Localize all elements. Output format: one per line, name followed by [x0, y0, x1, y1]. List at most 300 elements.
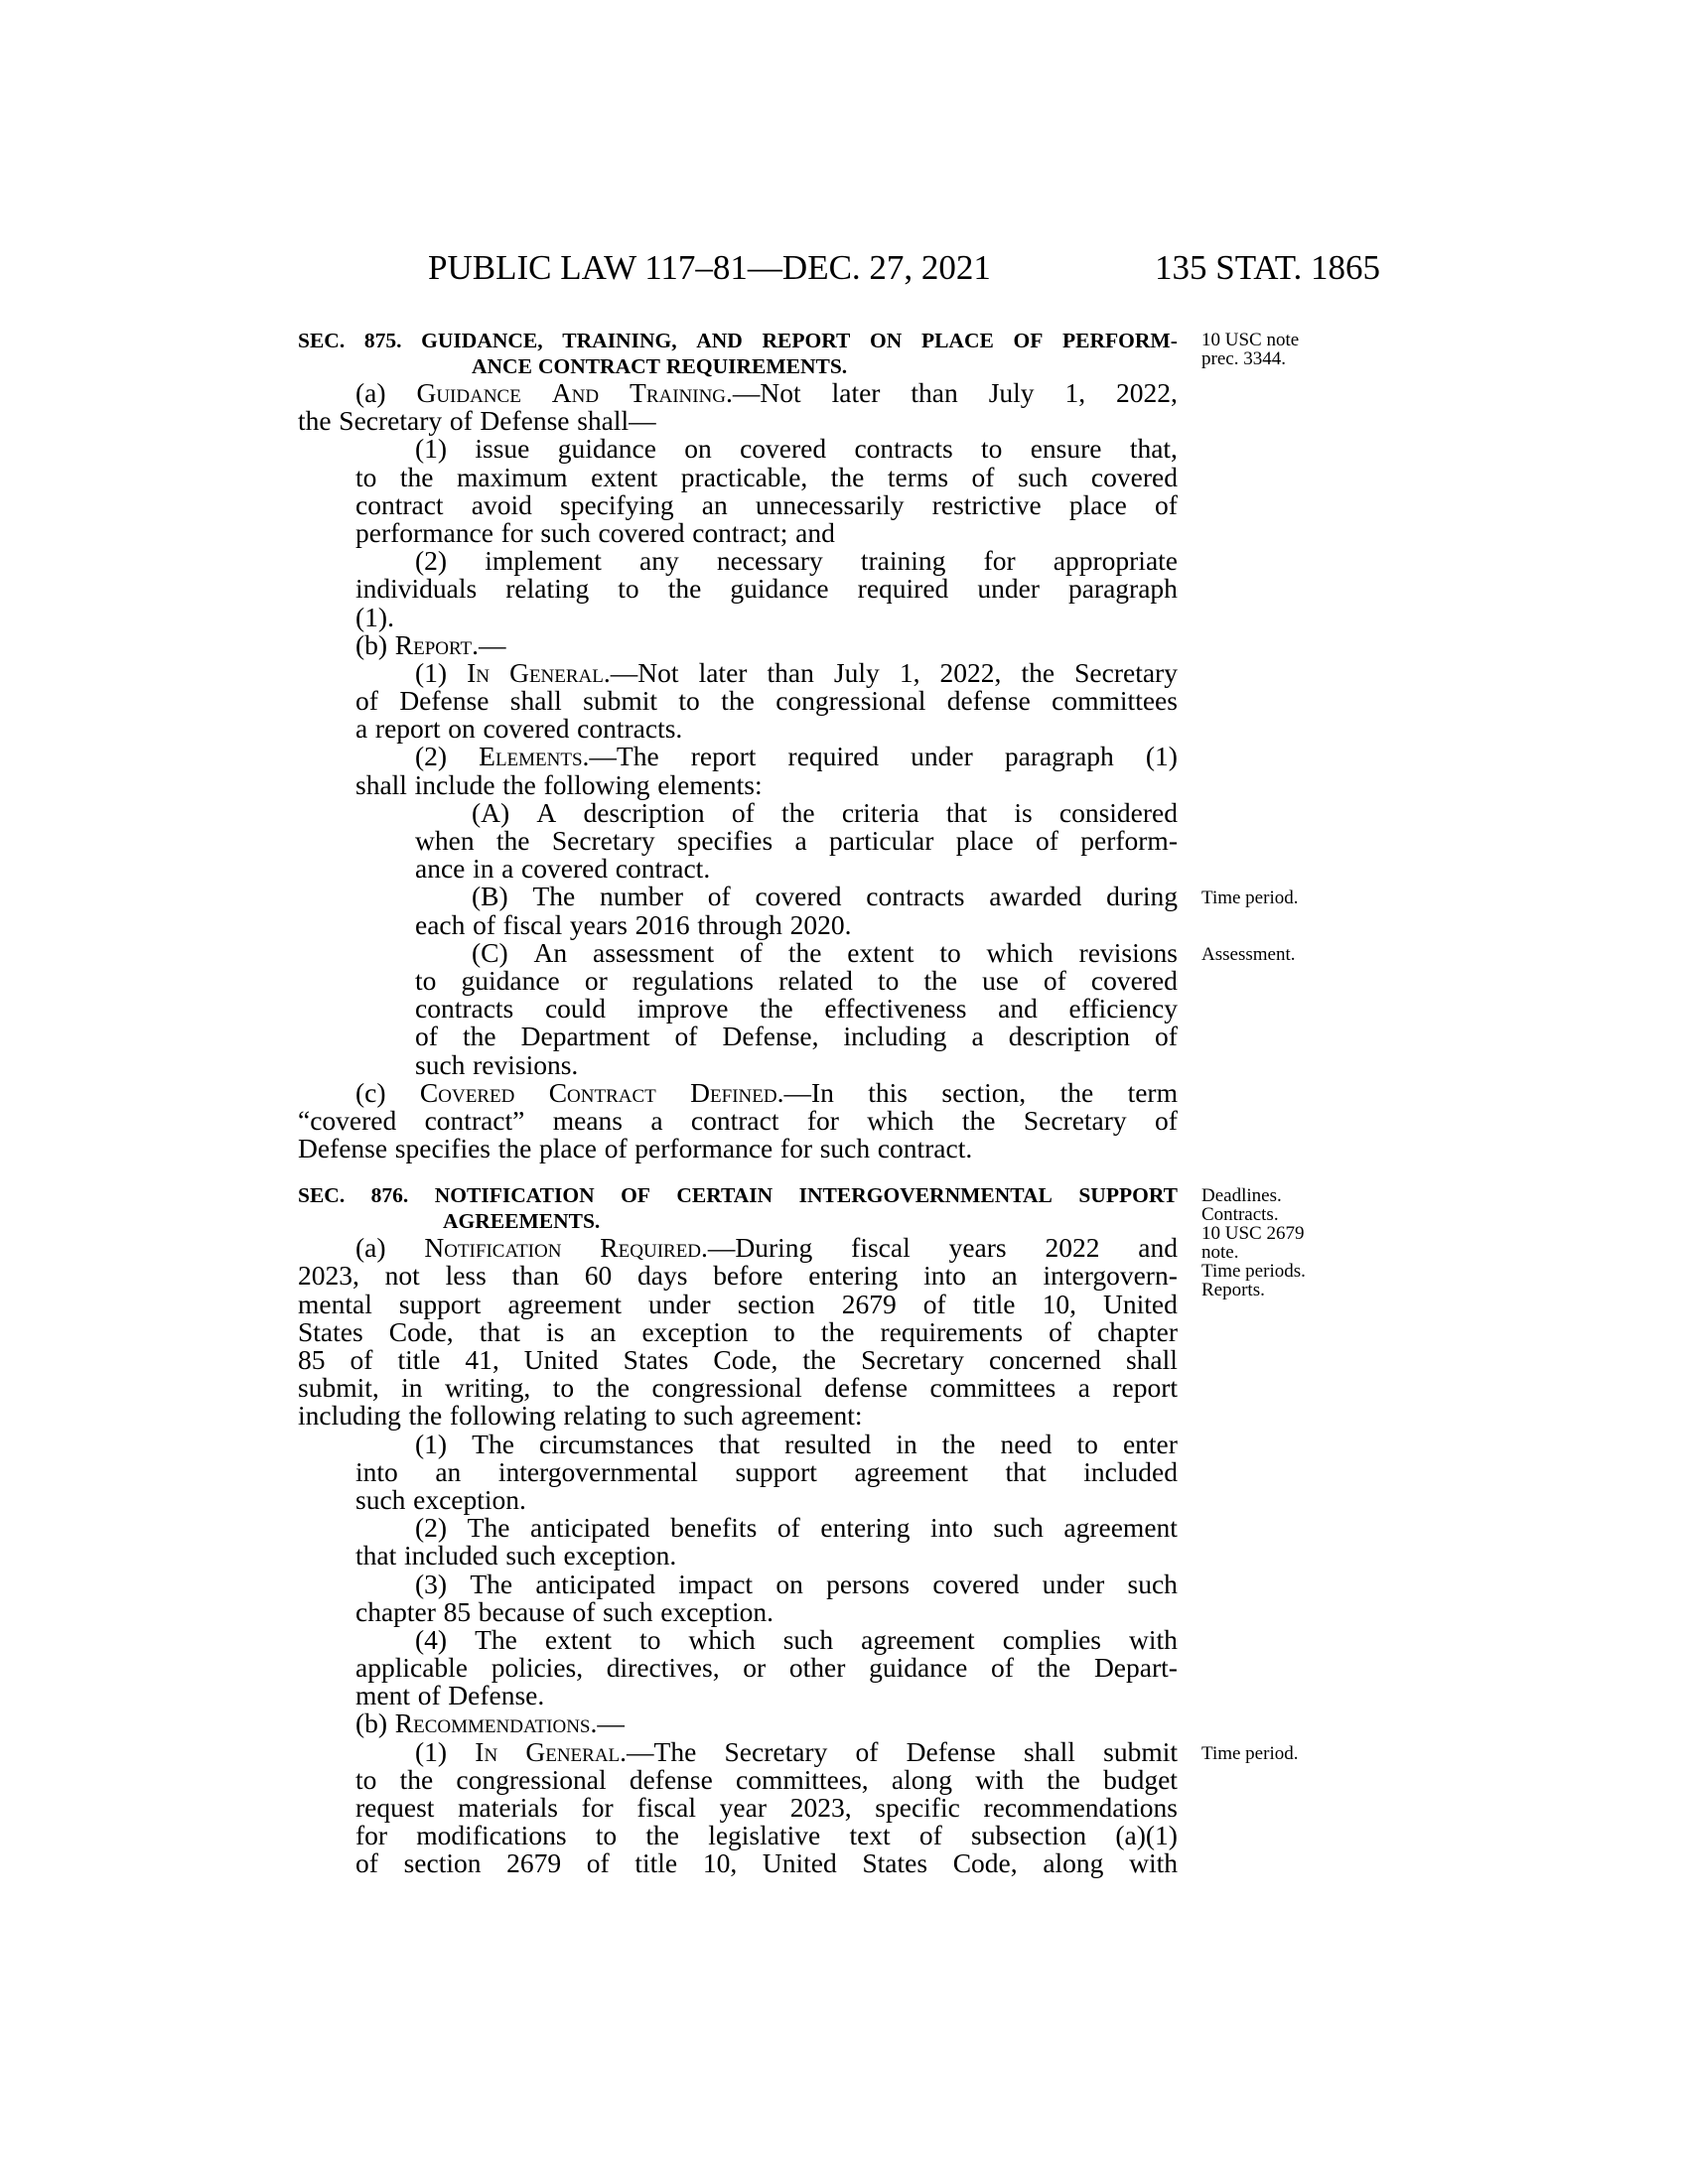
text-line	[298, 715, 1178, 743]
word: 60	[584, 1260, 613, 1292]
word: on	[775, 1568, 803, 1599]
word: REPORT	[762, 329, 851, 352]
word: such	[603, 1595, 653, 1627]
word: contracts	[866, 881, 965, 912]
word: July	[988, 377, 1035, 408]
word: a	[501, 853, 514, 885]
word: include	[414, 768, 495, 800]
word: guidance	[461, 964, 560, 996]
word: place	[1068, 488, 1127, 520]
word: could	[544, 993, 607, 1024]
word: an	[435, 1455, 462, 1487]
word: of	[355, 685, 378, 717]
word: with	[975, 1763, 1025, 1795]
word: the	[1037, 1652, 1071, 1684]
word: congressional	[651, 1372, 802, 1404]
text-line	[298, 1570, 1178, 1598]
word: (1)	[1145, 741, 1178, 772]
word: of	[971, 461, 995, 492]
word: shall	[355, 768, 407, 800]
word: in	[473, 853, 494, 885]
word: of	[1036, 825, 1058, 856]
word: a	[355, 713, 368, 745]
word: a	[650, 1104, 663, 1136]
word: anticipated	[530, 1512, 650, 1544]
word: covered	[1090, 461, 1178, 492]
word: Report.—	[394, 628, 506, 660]
word: and	[795, 516, 835, 548]
margin-note-assessment: Assessment.	[1201, 944, 1296, 965]
word: July	[833, 656, 880, 688]
word: mental	[298, 1288, 372, 1319]
word: means	[552, 1104, 623, 1136]
word: 876.	[370, 1183, 409, 1208]
text-line	[298, 1374, 1178, 1402]
section-heading-line	[298, 1182, 1178, 1208]
word: 2022	[1045, 1232, 1100, 1264]
word: of	[350, 1344, 373, 1375]
word: SUPPORT	[1078, 1183, 1178, 1208]
word: on	[684, 433, 712, 465]
word: on	[448, 713, 476, 745]
word: (2)	[415, 741, 448, 772]
word: (a)	[355, 377, 386, 408]
word: (a)	[355, 1232, 386, 1264]
word: Defense.	[448, 1680, 545, 1711]
word: year	[719, 1792, 767, 1823]
word: In	[475, 1735, 498, 1767]
word: because	[478, 1595, 565, 1627]
word: of	[604, 1133, 628, 1164]
word: agreement	[861, 1623, 975, 1655]
word: to	[1076, 1428, 1098, 1459]
text-line	[298, 379, 1178, 407]
word: not	[384, 1260, 420, 1292]
word: or	[743, 1652, 767, 1684]
word: to	[355, 1763, 377, 1795]
word: recommendations	[983, 1792, 1178, 1823]
word: for	[983, 545, 1016, 577]
text-line	[298, 1048, 1178, 1080]
word: specifies	[676, 825, 774, 856]
word: is	[1014, 796, 1033, 828]
word: contract	[355, 488, 444, 520]
word: covered	[1090, 964, 1178, 996]
word: extent	[847, 936, 914, 968]
word: concerned	[988, 1344, 1101, 1375]
word: budget	[1103, 1763, 1178, 1795]
word: effectiveness	[824, 993, 967, 1024]
word: the	[941, 1428, 976, 1459]
word: intergovernmental	[497, 1455, 698, 1487]
word: description	[1008, 1021, 1130, 1052]
word: individuals	[355, 573, 478, 605]
word: of	[707, 881, 731, 912]
word: the	[820, 1315, 855, 1347]
word: related	[778, 964, 853, 996]
word: GUIDANCE,	[421, 329, 543, 352]
word: through	[697, 908, 782, 940]
word: efficiency	[1068, 993, 1178, 1024]
word: General.—Not	[509, 656, 679, 688]
word: or	[584, 964, 608, 996]
word: unnecessarily	[755, 488, 905, 520]
text-line	[298, 1135, 1178, 1162]
text-line	[298, 1822, 1178, 1849]
word: 1,	[1064, 377, 1086, 408]
word: shall	[1023, 1735, 1075, 1767]
word: practicable,	[680, 461, 808, 492]
word: such	[819, 1133, 871, 1164]
word: applicable	[355, 1652, 468, 1684]
word: paragraph	[1004, 741, 1114, 772]
word: (b)	[355, 628, 388, 660]
word: (b)	[355, 1707, 388, 1739]
text-line	[298, 488, 1178, 520]
text-line	[298, 855, 1178, 883]
word: to	[774, 1315, 795, 1347]
word: the	[961, 1104, 996, 1136]
word: (B)	[472, 881, 508, 912]
word: elements:	[657, 768, 763, 800]
word: the	[399, 461, 434, 492]
word: the	[596, 1372, 631, 1404]
word: performance	[355, 516, 493, 548]
word: contract;	[692, 516, 788, 548]
text-line	[298, 1483, 1178, 1515]
margin-note-line: Time periods.	[1201, 1261, 1306, 1282]
word: regulations	[632, 964, 755, 996]
word: section	[403, 1847, 482, 1879]
word: Code,	[952, 1847, 1018, 1879]
text-line	[298, 1346, 1178, 1374]
word: is	[546, 1315, 565, 1347]
text-line	[298, 1709, 1178, 1737]
text-line	[298, 435, 1178, 463]
margin-note-sec875	[1201, 331, 1340, 368]
word: with	[1129, 1847, 1178, 1879]
word: an	[701, 488, 728, 520]
word: training	[860, 545, 946, 577]
word: 2022,	[939, 656, 1002, 688]
word: fiscal	[502, 908, 563, 940]
word: appropriate	[1053, 545, 1178, 577]
word: than	[511, 1260, 559, 1292]
word: The	[467, 1512, 510, 1544]
word: covered	[598, 516, 685, 548]
word: for	[355, 1820, 388, 1851]
word: required	[857, 573, 949, 605]
word: the	[667, 573, 702, 605]
word: of	[1049, 1315, 1072, 1347]
word: to	[552, 1372, 575, 1404]
word: SEC.	[298, 329, 346, 352]
word: of	[417, 1680, 441, 1711]
word: 2023,	[789, 1792, 852, 1823]
word: than	[911, 377, 958, 408]
word: contracts.	[577, 713, 683, 745]
word: later	[831, 377, 881, 408]
text-line	[298, 1595, 1178, 1627]
word: criteria	[841, 796, 919, 828]
word: 41,	[465, 1344, 499, 1375]
word: NOTIFICATION	[434, 1183, 595, 1208]
word: section,	[941, 1076, 1027, 1108]
text-line	[298, 1288, 1178, 1319]
word: that	[718, 1428, 761, 1459]
word: persons	[826, 1568, 911, 1599]
word: 2016	[634, 908, 690, 940]
word: including	[298, 1400, 401, 1432]
word: that	[945, 796, 988, 828]
word: following	[449, 1400, 556, 1432]
word: of	[1043, 964, 1066, 996]
word: Notification	[424, 1232, 562, 1264]
word: Defense	[298, 1133, 388, 1164]
text-line	[298, 1763, 1178, 1795]
word: description	[583, 796, 705, 828]
word: agreement	[854, 1455, 968, 1487]
word: The	[475, 1623, 517, 1655]
word: AND	[696, 329, 743, 352]
text-line	[298, 743, 1178, 770]
text-line	[298, 1023, 1178, 1050]
text-line	[298, 1794, 1178, 1822]
word: with	[1129, 1623, 1178, 1655]
word: perform-	[1080, 825, 1178, 856]
word: the	[497, 1133, 532, 1164]
word: included	[403, 1540, 498, 1571]
word: less	[445, 1260, 487, 1292]
word: before	[713, 1260, 783, 1292]
word: the	[721, 685, 755, 717]
word: complies	[1002, 1623, 1101, 1655]
word: that	[1005, 1455, 1047, 1487]
word: 2022,	[1116, 377, 1178, 408]
word: anticipated	[535, 1568, 655, 1599]
text-line	[298, 883, 1178, 910]
word: 2679	[506, 1847, 562, 1879]
word: CERTAIN	[676, 1183, 774, 1208]
text-line	[298, 1455, 1178, 1487]
word: PLACE	[920, 329, 994, 352]
word: under	[1042, 1568, 1105, 1599]
text-line	[298, 1076, 1178, 1108]
text-line	[298, 1654, 1178, 1682]
public-law-title: PUBLIC LAW 117–81—DEC. 27, 2021	[428, 248, 991, 287]
word: of	[1155, 1021, 1178, 1052]
statute-text	[298, 328, 1178, 1878]
word: under	[648, 1288, 711, 1319]
word: Code,	[713, 1344, 778, 1375]
word: 875.	[363, 329, 402, 352]
word: such	[993, 1512, 1044, 1544]
word: Secretary	[551, 825, 655, 856]
word: the	[462, 1021, 496, 1052]
word: States	[298, 1315, 363, 1347]
word: of	[731, 796, 755, 828]
word: which	[986, 936, 1054, 968]
word: years	[948, 1232, 1007, 1264]
word: 10,	[1042, 1288, 1076, 1319]
word: guidance	[869, 1652, 968, 1684]
word: 2020.	[789, 908, 852, 940]
margin-note-line: note.	[1201, 1242, 1239, 1263]
text-line	[298, 547, 1178, 575]
word: such	[415, 1048, 466, 1080]
word: into	[930, 1512, 973, 1544]
word: that	[479, 1315, 520, 1347]
word: required	[787, 741, 880, 772]
word: shall	[509, 685, 562, 717]
word: to	[618, 573, 639, 605]
word: A	[536, 796, 557, 828]
word: in	[401, 1372, 423, 1404]
text-line	[298, 601, 1178, 632]
word: Contract	[548, 1076, 656, 1108]
word: resulted	[784, 1428, 872, 1459]
word: report	[1112, 1372, 1178, 1404]
word: agreement	[1063, 1512, 1178, 1544]
word: term	[1127, 1076, 1178, 1108]
section-heading-line	[298, 353, 1178, 379]
word: such	[683, 1400, 734, 1432]
word: into	[923, 1260, 966, 1292]
word: the	[502, 768, 536, 800]
word: The	[472, 1428, 514, 1459]
word: of	[1155, 1104, 1178, 1136]
word: to	[678, 685, 700, 717]
word: Recommendations.—	[394, 1707, 625, 1739]
word: awarded	[989, 881, 1082, 912]
word: 2679	[841, 1288, 897, 1319]
word: the	[802, 1344, 837, 1375]
word: circumstances	[539, 1428, 694, 1459]
word: United	[762, 1847, 837, 1879]
word: the	[1021, 656, 1055, 688]
word: submit	[1103, 1735, 1178, 1767]
word: report	[374, 713, 441, 745]
word: contract”	[424, 1104, 525, 1136]
word: Defense	[906, 1735, 996, 1767]
word: including	[843, 1021, 947, 1052]
text-line	[298, 827, 1178, 855]
word: relating	[505, 573, 590, 605]
word: for	[581, 1792, 614, 1823]
word: to	[939, 936, 961, 968]
word: along	[891, 1763, 952, 1795]
text-line	[298, 1402, 1178, 1430]
word: that	[355, 1540, 397, 1571]
word: States	[623, 1344, 689, 1375]
margin-note-line: Contracts.	[1201, 1204, 1279, 1225]
text-line	[298, 964, 1178, 996]
word: (1)	[415, 1735, 448, 1767]
word: each	[415, 908, 466, 940]
word: to	[981, 433, 1003, 465]
word: subsection	[971, 1820, 1087, 1851]
margin-note-line: Deadlines.	[1201, 1185, 1282, 1206]
word: Secretary	[724, 1735, 828, 1767]
word: legislative	[708, 1820, 821, 1851]
word: to	[415, 964, 437, 996]
word: considered	[1058, 796, 1178, 828]
word: guidance	[557, 433, 656, 465]
text-line	[298, 1262, 1178, 1290]
word: (4)	[415, 1623, 448, 1655]
word: committees,	[736, 1763, 869, 1795]
word: Department	[520, 1021, 650, 1052]
word: implement	[485, 545, 602, 577]
word: of	[473, 908, 495, 940]
margin-note-line: 10 USC note	[1201, 330, 1300, 350]
word: 2023,	[298, 1260, 359, 1292]
word: maximum	[457, 461, 568, 492]
text-line	[298, 1682, 1178, 1709]
word: PERFORM-	[1062, 329, 1178, 352]
word: Secretary	[339, 405, 443, 437]
word: a	[971, 1021, 984, 1052]
word: to	[639, 1623, 661, 1655]
word: support	[735, 1455, 817, 1487]
word: benefits	[670, 1512, 758, 1544]
word: number	[599, 881, 683, 912]
word: of	[1155, 488, 1178, 520]
word: congressional	[775, 685, 926, 717]
word: (a)(1)	[1115, 1820, 1178, 1851]
word: congressional	[456, 1763, 607, 1795]
word: improve	[636, 993, 729, 1024]
word: assessment	[592, 936, 715, 968]
text-line	[298, 1514, 1178, 1542]
word: 85	[298, 1344, 326, 1375]
word: any	[638, 545, 679, 577]
word: shall	[1125, 1344, 1178, 1375]
word: (C)	[472, 936, 508, 968]
word: The	[470, 1568, 513, 1599]
word: United	[523, 1344, 599, 1375]
word: and	[998, 993, 1038, 1024]
word: for	[806, 1104, 839, 1136]
word: of	[415, 1021, 438, 1052]
word: to	[877, 964, 900, 996]
word: Guidance	[416, 377, 521, 408]
word: to	[355, 461, 377, 492]
word: impact	[678, 1568, 754, 1599]
word: (1)	[415, 1428, 448, 1459]
word: such	[540, 516, 591, 548]
text-line	[298, 628, 1178, 660]
word: writing,	[444, 1372, 531, 1404]
text-line	[298, 796, 1178, 828]
word: agreement:	[741, 1400, 863, 1432]
word: an	[590, 1315, 617, 1347]
word: specifies	[394, 1133, 491, 1164]
word: to	[654, 1400, 676, 1432]
text-line	[298, 936, 1178, 968]
word: title	[634, 1847, 678, 1879]
word: CONTRACT	[537, 354, 660, 378]
word: fiscal	[851, 1232, 911, 1264]
word: in	[896, 1428, 917, 1459]
section-heading-line	[298, 328, 1178, 353]
word: the	[298, 405, 332, 437]
margin-note-line: prec. 3344.	[1201, 348, 1286, 369]
word: under	[977, 573, 1040, 605]
word: included	[1083, 1455, 1178, 1487]
word: policies,	[491, 1652, 584, 1684]
word: such	[505, 1540, 556, 1571]
